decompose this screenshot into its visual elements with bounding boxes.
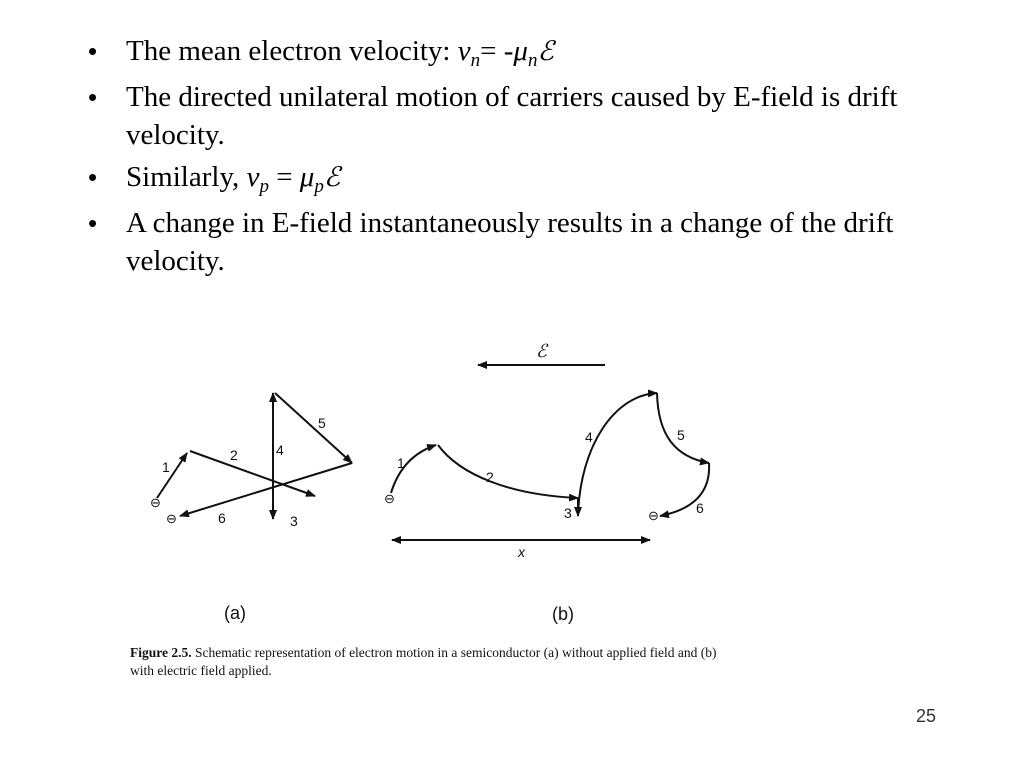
electron-end-a: ⊖ xyxy=(166,511,177,526)
step-label-b-3: 3 xyxy=(564,505,572,521)
bullet-drift-definition xyxy=(88,78,958,154)
path-a-2 xyxy=(190,451,315,496)
bullet-list xyxy=(88,32,958,284)
velocity-subscript: n xyxy=(470,50,481,71)
electron-start-b: ⊖ xyxy=(384,491,395,506)
panel-a-paths xyxy=(157,393,352,519)
path-a-5 xyxy=(275,393,352,463)
panel-b-paths xyxy=(391,393,709,516)
panel-a-label: (a) xyxy=(224,603,246,623)
step-label-a-2: 2 xyxy=(230,447,238,463)
electron-motion-figure xyxy=(130,335,750,690)
mobility-symbol: μ xyxy=(299,161,315,193)
step-label-a-5: 5 xyxy=(318,415,326,431)
path-b-2 xyxy=(438,445,578,498)
velocity-symbol: v xyxy=(457,35,471,67)
page-number: 25 xyxy=(915,706,936,726)
step-label-b-4: 4 xyxy=(585,429,593,445)
bullet-dot: • xyxy=(88,36,98,66)
panel-a-step-labels xyxy=(150,415,326,529)
mobility-subscript: p xyxy=(314,176,324,197)
equals-minus: = - xyxy=(480,35,514,67)
bullet-hole-velocity xyxy=(88,158,958,200)
bullet-text: Similarly, xyxy=(126,161,247,193)
electron-end-b: ⊖ xyxy=(648,508,659,523)
step-label-a-1: 1 xyxy=(162,459,170,475)
panel-b-step-labels xyxy=(384,427,704,523)
bullet-dot: • xyxy=(88,162,98,192)
step-label-b-6: 6 xyxy=(696,500,704,516)
step-label-b-2: 2 xyxy=(486,469,494,485)
velocity-symbol: v xyxy=(246,161,260,193)
mobility-symbol: μ xyxy=(513,35,528,67)
bullet-dot: • xyxy=(88,208,98,238)
panel-b-label: (b) xyxy=(552,604,574,624)
mobility-subscript: n xyxy=(527,50,538,71)
field-label: ℰ xyxy=(536,341,547,362)
caption-text: Schematic representation of electron motion in a semiconductor (a) without applied field and (b) with electric field applied. xyxy=(130,645,717,678)
electron-start-a: ⊖ xyxy=(150,495,161,510)
bullet-field-change xyxy=(88,204,958,280)
field-symbol: ℰ xyxy=(537,36,554,67)
caption-title: Figure 2.5. xyxy=(130,645,192,660)
bullet-dot: • xyxy=(88,82,98,112)
bullet-text: A change in E-field instantaneously results in a change of the drift velocity. xyxy=(126,207,894,277)
bullet-text: The mean electron velocity: xyxy=(126,35,458,67)
step-label-a-4: 4 xyxy=(276,442,284,458)
equals: = xyxy=(268,161,300,193)
figure-drawing xyxy=(130,335,750,645)
displacement-label: x xyxy=(518,544,525,560)
bullet-text: The directed unilateral motion of carriers caused by E-field is drift velocity. xyxy=(126,81,898,151)
step-label-a-6: 6 xyxy=(218,510,226,526)
field-symbol: ℰ xyxy=(323,162,341,193)
step-label-a-3: 3 xyxy=(290,513,298,529)
bullet-mean-velocity xyxy=(88,32,958,74)
step-label-b-1: 1 xyxy=(397,455,405,471)
figure-caption xyxy=(130,644,740,680)
velocity-subscript: p xyxy=(259,176,269,197)
path-a-6 xyxy=(180,463,352,516)
step-label-b-5: 5 xyxy=(677,427,685,443)
path-b-4 xyxy=(578,393,657,516)
